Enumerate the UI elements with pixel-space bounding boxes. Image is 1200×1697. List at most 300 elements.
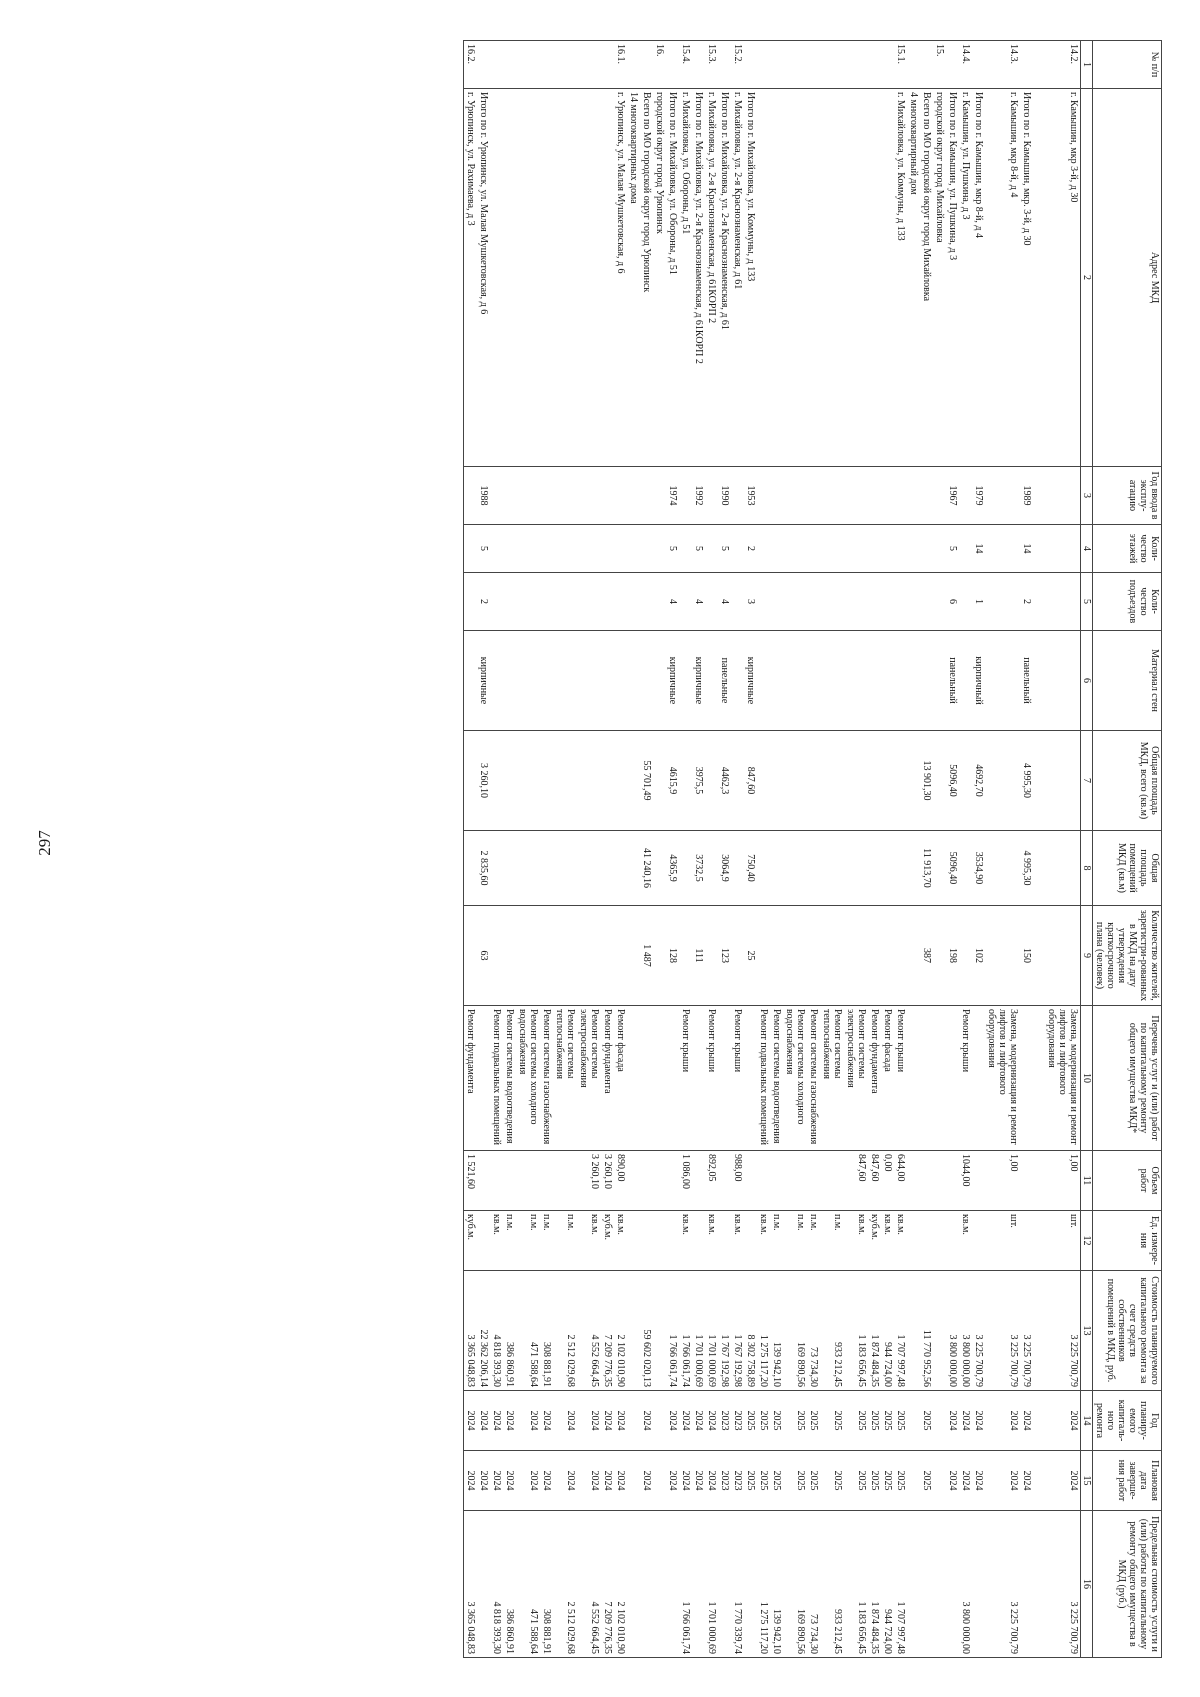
table-cell — [907, 1211, 920, 1271]
table-cell — [516, 41, 540, 89]
table-cell — [540, 467, 553, 525]
table-cell: Ремонт крыши — [679, 1006, 692, 1151]
table-cell — [783, 573, 807, 631]
table-cell: 4 — [718, 573, 731, 631]
table-cell: 1,00 — [985, 1151, 1020, 1211]
table-cell — [807, 906, 820, 1006]
table-cell — [653, 1511, 666, 1658]
table-cell — [844, 41, 868, 89]
table-cell — [464, 731, 478, 831]
table-cell — [653, 631, 666, 731]
table-cell: Итого по г. Камышин, ул. Пушкина, д 3 — [946, 89, 959, 467]
table-row — [920, 41, 933, 1658]
table-cell — [627, 1451, 640, 1511]
table-cell: Ремонт фасада — [614, 1006, 627, 1151]
column-number: 7 — [1081, 731, 1093, 831]
table-cell: Ремонт крыши — [731, 1006, 744, 1151]
table-cell: 11 770 952,56 — [920, 1271, 933, 1391]
table-cell — [868, 573, 881, 631]
table-cell — [757, 89, 770, 467]
table-cell: 4692,70 — [972, 731, 985, 831]
table-cell: 2023 — [731, 1451, 744, 1511]
table-cell: 2024 — [705, 1391, 718, 1451]
table-cell: 2024 — [601, 1391, 614, 1451]
table-cell — [894, 731, 907, 831]
table-cell — [1045, 906, 1081, 1006]
table-cell — [959, 731, 972, 831]
column-number: 5 — [1081, 573, 1093, 631]
table-cell — [744, 1211, 757, 1271]
table-cell: 2 102 010,90 — [614, 1511, 627, 1658]
table-cell — [820, 831, 844, 906]
table-cell: 944 724,00 — [881, 1511, 894, 1658]
table-cell — [577, 731, 601, 831]
table-cell — [868, 89, 881, 467]
table-cell: 2024 — [972, 1451, 985, 1511]
table-row — [516, 41, 540, 1658]
table-cell: Итого по г. Михайловка, ул. 2-я Краснознаменская, д 61 — [718, 89, 731, 467]
table-cell: 128 — [666, 906, 679, 1006]
table-cell: кв.м. — [881, 1211, 894, 1271]
table-cell: п.м. — [807, 1211, 820, 1271]
table-cell — [577, 467, 601, 525]
table-cell — [807, 731, 820, 831]
table-cell — [985, 906, 1020, 1006]
table-cell — [959, 631, 972, 731]
table-cell: 3 — [744, 573, 757, 631]
table-cell — [614, 525, 627, 573]
table-cell: Ремонт фундамента — [601, 1006, 614, 1151]
table-cell — [553, 731, 577, 831]
table-cell — [920, 631, 933, 731]
table-cell: 2024 — [614, 1391, 627, 1451]
table-cell — [907, 631, 920, 731]
table-cell — [881, 731, 894, 831]
table-cell — [503, 831, 516, 906]
table-row — [490, 41, 503, 1658]
table-cell: 2 835,60 — [477, 831, 490, 906]
table-cell — [920, 573, 933, 631]
table-cell: п.м. — [770, 1211, 783, 1271]
table-cell — [807, 573, 820, 631]
table-cell — [731, 631, 744, 731]
table-cell: 471 588,64 — [516, 1511, 540, 1658]
table-cell — [490, 573, 503, 631]
table-cell — [1033, 1211, 1045, 1271]
table-cell — [614, 731, 627, 831]
column-header: Стоимость планируемого капитального ремонта за счет средств собственников помещений в МКД, руб. — [1093, 1271, 1162, 1391]
table-cell — [614, 906, 627, 1006]
table-cell: п.м. — [540, 1211, 553, 1271]
table-cell: шт. — [985, 1211, 1020, 1271]
table-cell — [933, 831, 946, 906]
table-cell — [1033, 731, 1045, 831]
table-cell: 2025 — [844, 1451, 868, 1511]
table-cell: 1 487 — [640, 906, 653, 1006]
table-cell: 2024 — [985, 1391, 1020, 1451]
table-cell: 22 362 206,14 — [477, 1271, 490, 1391]
table-cell: Ремонт системы электроснабжения — [844, 1006, 868, 1151]
table-cell: 4 552 664,45 — [577, 1271, 601, 1391]
table-cell — [907, 1151, 920, 1211]
table-cell — [907, 831, 920, 906]
table-cell — [731, 906, 744, 1006]
table-cell: 2024 — [679, 1391, 692, 1451]
table-cell — [783, 525, 807, 573]
table-cell: 1988 — [477, 467, 490, 525]
table-cell — [692, 1151, 705, 1211]
table-cell: кв.м. — [614, 1211, 627, 1271]
table-cell — [1045, 831, 1081, 906]
table-cell — [577, 89, 601, 467]
table-cell: 1 521,60 — [464, 1151, 478, 1211]
table-cell: 988,00 — [731, 1151, 744, 1211]
table-cell — [653, 573, 666, 631]
table-cell: п.м. — [553, 1211, 577, 1271]
table-cell — [503, 731, 516, 831]
table-cell — [516, 573, 540, 631]
table-cell — [490, 467, 503, 525]
table-cell: 1 275 117,20 — [757, 1511, 770, 1658]
table-cell — [601, 831, 614, 906]
table-row — [577, 41, 601, 1658]
table-cell — [490, 831, 503, 906]
table-cell — [640, 1211, 653, 1271]
table-cell — [757, 731, 770, 831]
table-cell: 1 275 117,20 — [757, 1271, 770, 1391]
table-cell — [627, 906, 640, 1006]
table-cell: 15.4. — [679, 41, 692, 89]
table-cell — [1045, 573, 1081, 631]
table-cell — [920, 1511, 933, 1658]
column-number: 6 — [1081, 631, 1093, 731]
table-cell: 0,00 — [881, 1151, 894, 1211]
table-cell — [464, 467, 478, 525]
table-cell: 1990 — [718, 467, 731, 525]
table-cell — [627, 631, 640, 731]
table-cell — [718, 1006, 731, 1151]
table-cell — [692, 1006, 705, 1151]
page-number: 297 — [35, 830, 54, 856]
table-cell — [770, 731, 783, 831]
table-cell — [679, 906, 692, 1006]
table-cell: кв.м. — [757, 1211, 770, 1271]
table-cell: 3 260,10 — [577, 1151, 601, 1211]
table-cell: кв.м. — [959, 1211, 972, 1271]
column-header: Адрес МКД — [1093, 89, 1162, 467]
table-cell: 16. — [653, 41, 666, 89]
table-cell — [1045, 631, 1081, 731]
table-cell: 2024 — [516, 1391, 540, 1451]
table-cell — [844, 731, 868, 831]
table-cell: 2024 — [540, 1451, 553, 1511]
table-cell: Ремонт системы холодного водоснабжения — [783, 1006, 807, 1151]
table-cell: 4 818 393,30 — [490, 1271, 503, 1391]
table-cell: 5 — [477, 525, 490, 573]
table-cell — [1020, 1511, 1033, 1658]
table-cell — [679, 631, 692, 731]
table-row — [946, 41, 959, 1658]
table-cell — [601, 731, 614, 831]
table-cell — [881, 906, 894, 1006]
table-cell: 3 225 700,79 — [1020, 1271, 1033, 1391]
table-cell: 933 212,45 — [820, 1271, 844, 1391]
table-row — [601, 41, 614, 1658]
table-cell: 2024 — [1045, 1391, 1081, 1451]
table-cell: 2025 — [744, 1451, 757, 1511]
table-cell — [705, 573, 718, 631]
table-cell: 2024 — [464, 1391, 478, 1451]
table-cell: 2 512 029,68 — [553, 1511, 577, 1658]
table-cell: Итого по г. Камышин, мкр 8-й, д 4 — [972, 89, 985, 467]
table-row — [666, 41, 679, 1658]
table-cell: 3 225 700,79 — [1045, 1511, 1081, 1658]
table-cell — [516, 631, 540, 731]
table-cell — [553, 831, 577, 906]
table-cell — [553, 525, 577, 573]
table-cell — [705, 731, 718, 831]
table-cell — [553, 41, 577, 89]
table-cell — [516, 1151, 540, 1211]
table-cell: 3 225 700,79 — [985, 1271, 1020, 1391]
table-cell: городской округ город Михайловка — [933, 89, 946, 467]
table-cell: кирпичные — [744, 631, 757, 731]
table-cell — [933, 1451, 946, 1511]
table-cell: 2024 — [959, 1451, 972, 1511]
table-cell — [464, 631, 478, 731]
column-number-row — [1081, 41, 1093, 1658]
table-cell — [807, 467, 820, 525]
table-cell — [920, 467, 933, 525]
table-cell: Итого по г. Камышин, мкр. 3-й, д 30 — [1020, 89, 1033, 467]
table-cell: 2 512 029,68 — [553, 1271, 577, 1391]
table-row — [705, 41, 718, 1658]
table-cell — [640, 1006, 653, 1151]
table-cell — [1033, 525, 1045, 573]
table-cell — [933, 1511, 946, 1658]
table-cell: 1 767 192,98 — [718, 1271, 731, 1391]
table-row — [540, 41, 553, 1658]
table-cell — [881, 525, 894, 573]
table-cell: 3 225 700,79 — [1045, 1271, 1081, 1391]
table-cell — [820, 89, 844, 467]
table-cell: 1 701 000,69 — [705, 1271, 718, 1391]
table-cell: 2024 — [464, 1451, 478, 1511]
table-cell — [783, 631, 807, 731]
table-cell — [540, 41, 553, 89]
table-cell — [907, 467, 920, 525]
table-cell: 1992 — [692, 467, 705, 525]
table-cell: 1979 — [972, 467, 985, 525]
table-cell — [881, 41, 894, 89]
table-cell — [540, 525, 553, 573]
table-cell — [666, 41, 679, 89]
table-cell — [783, 89, 807, 467]
table-cell — [464, 525, 478, 573]
table-cell: 933 212,45 — [820, 1511, 844, 1658]
table-cell: 2023 — [731, 1391, 744, 1451]
table-cell: Ремонт крыши — [705, 1006, 718, 1151]
table-cell: Ремонт системы газоснабжения — [807, 1006, 820, 1151]
table-cell — [477, 1511, 490, 1658]
table-cell — [540, 731, 553, 831]
table-cell — [920, 525, 933, 573]
table-cell: 2025 — [820, 1451, 844, 1511]
table-cell: 14 многоквартирных дома — [627, 89, 640, 467]
column-number: 2 — [1081, 89, 1093, 467]
table-cell: 15. — [933, 41, 946, 89]
table-cell: Ремонт крыши — [894, 1006, 907, 1151]
table-cell — [705, 831, 718, 906]
table-cell — [1033, 1006, 1045, 1151]
table-cell — [503, 41, 516, 89]
table-cell: 2025 — [783, 1451, 807, 1511]
table-row — [985, 41, 1020, 1658]
table-cell: 2025 — [770, 1451, 783, 1511]
table-row — [959, 41, 972, 1658]
table-cell — [946, 1211, 959, 1271]
table-row — [553, 41, 577, 1658]
table-cell: Ремонт фундамента — [868, 1006, 881, 1151]
table-cell — [881, 467, 894, 525]
table-cell — [553, 1151, 577, 1211]
table-cell — [933, 467, 946, 525]
table-cell — [807, 831, 820, 906]
table-cell: 386 860,91 — [503, 1511, 516, 1658]
table-cell: 2025 — [757, 1391, 770, 1451]
table-cell: 1 766 061,74 — [679, 1271, 692, 1391]
table-cell — [516, 467, 540, 525]
table-cell — [959, 525, 972, 573]
table-cell — [516, 831, 540, 906]
table-cell: 1 770 339,74 — [731, 1511, 744, 1658]
table-cell: кв.м. — [577, 1211, 601, 1271]
table-cell: 1 701 000,69 — [705, 1511, 718, 1658]
table-cell — [627, 831, 640, 906]
table-cell: г. Михайловка, ул. 2-я Краснознаменская, д 61КОРП 2 — [705, 89, 718, 467]
table-cell — [907, 1451, 920, 1511]
table-cell: 308 881,91 — [540, 1511, 553, 1658]
table-cell — [601, 573, 614, 631]
table-cell — [490, 1151, 503, 1211]
table-cell: 386 860,91 — [503, 1271, 516, 1391]
table-row — [1020, 41, 1033, 1658]
table-cell — [770, 525, 783, 573]
table-cell: Ремонт крыши — [959, 1006, 972, 1151]
table-cell — [601, 525, 614, 573]
table-cell: 2024 — [553, 1391, 577, 1451]
table-cell — [653, 1006, 666, 1151]
table-cell — [894, 831, 907, 906]
table-cell — [490, 41, 503, 89]
table-cell: г. Камышин, ул. Пушкина, д 3 — [959, 89, 972, 467]
table-cell: 4365,9 — [666, 831, 679, 906]
column-number: 1 — [1081, 41, 1093, 89]
table-row — [464, 41, 478, 1658]
table-row — [770, 41, 783, 1658]
table-cell — [907, 573, 920, 631]
table-cell: 139 942,10 — [770, 1271, 783, 1391]
table-row — [477, 41, 490, 1658]
table-cell — [770, 631, 783, 731]
table-cell — [972, 41, 985, 89]
table-cell: 2024 — [946, 1451, 959, 1511]
table-cell — [933, 573, 946, 631]
table-cell: 2024 — [516, 1451, 540, 1511]
table-cell: 2024 — [1020, 1391, 1033, 1451]
table-cell — [1045, 731, 1081, 831]
table-cell — [718, 41, 731, 89]
header-row — [1093, 41, 1162, 1658]
table-cell — [783, 906, 807, 1006]
table-cell — [653, 1391, 666, 1451]
table-cell: 2024 — [477, 1451, 490, 1511]
column-number: 14 — [1081, 1391, 1093, 1451]
table-row — [757, 41, 770, 1658]
table-cell: кирпичные — [692, 631, 705, 731]
column-header: Общая площадь МКД, всего (кв.м) — [1093, 731, 1162, 831]
table-cell: Ремонт системы водоотведения — [770, 1006, 783, 1151]
table-cell — [614, 631, 627, 731]
table-row — [933, 41, 946, 1658]
table-cell — [731, 467, 744, 525]
table-cell — [731, 831, 744, 906]
table-row — [627, 41, 640, 1658]
table-cell: 16.1. — [614, 41, 627, 89]
table-cell — [972, 1006, 985, 1151]
table-cell: 73 734,30 — [807, 1511, 820, 1658]
table-cell: 2024 — [679, 1451, 692, 1511]
table-cell: 2024 — [666, 1451, 679, 1511]
table-cell — [894, 631, 907, 731]
table-cell — [946, 1151, 959, 1211]
table-cell — [881, 89, 894, 467]
table-cell — [844, 906, 868, 1006]
table-cell — [503, 1151, 516, 1211]
table-cell — [1033, 906, 1045, 1006]
table-cell: 25 — [744, 906, 757, 1006]
table-cell — [985, 525, 1020, 573]
table-cell: 3 260,10 — [477, 731, 490, 831]
table-cell: 3 800 000,00 — [959, 1511, 972, 1658]
table-body — [464, 41, 1081, 1658]
table-cell — [477, 1211, 490, 1271]
table-cell — [907, 525, 920, 573]
table-cell: Ремонт подвальных помещений — [490, 1006, 503, 1151]
table-row — [783, 41, 807, 1658]
table-cell — [985, 831, 1020, 906]
table-cell — [868, 831, 881, 906]
table-cell: 1953 — [744, 467, 757, 525]
table-cell — [907, 731, 920, 831]
table-cell — [577, 525, 601, 573]
table-cell: 944 724,00 — [881, 1271, 894, 1391]
table-cell — [783, 467, 807, 525]
table-cell: Замена, модернизация и ремонт лифтов и лифтового оборудования — [985, 1006, 1020, 1151]
table-cell — [783, 1151, 807, 1211]
table-cell: п.м. — [516, 1211, 540, 1271]
table-cell — [540, 1151, 553, 1211]
table-cell — [972, 1511, 985, 1658]
table-cell: 198 — [946, 906, 959, 1006]
table-cell — [907, 1271, 920, 1391]
table-cell: 1967 — [946, 467, 959, 525]
table-cell: 2 102 010,90 — [614, 1271, 627, 1391]
table-cell — [477, 1151, 490, 1211]
table-cell — [844, 89, 868, 467]
table-cell — [553, 631, 577, 731]
table-row — [731, 41, 744, 1658]
